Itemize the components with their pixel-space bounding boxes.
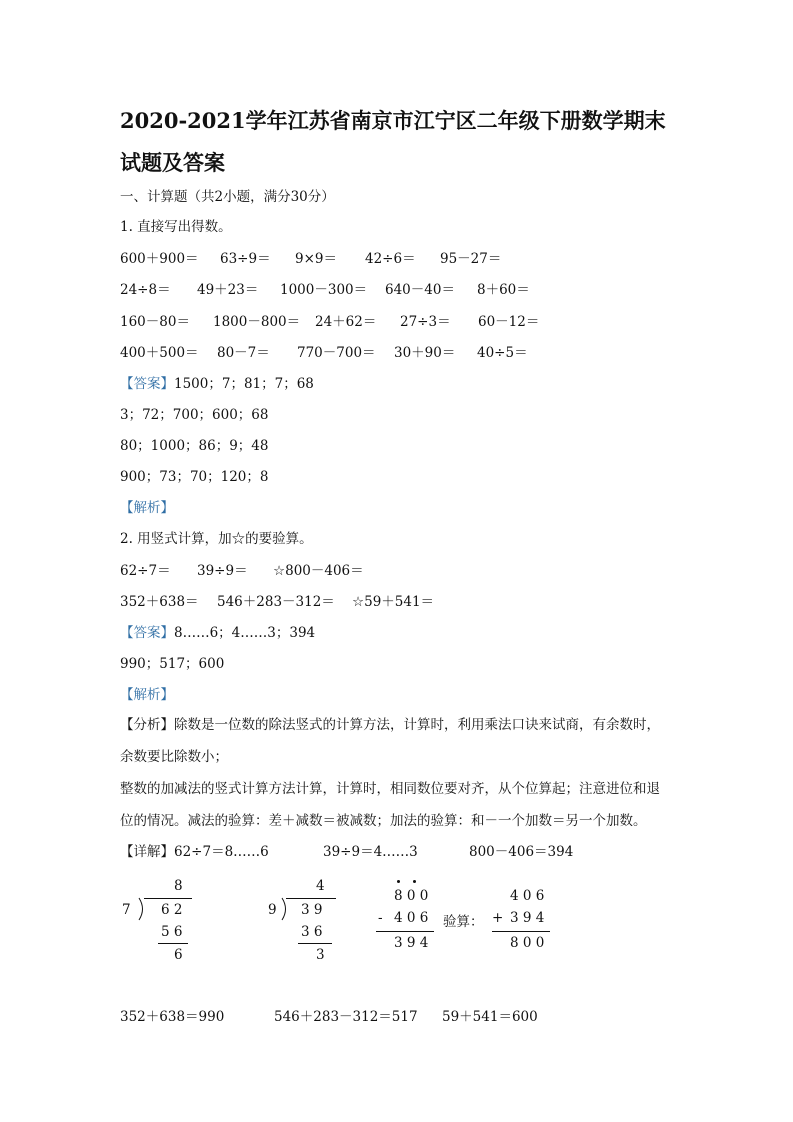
addend-1: 4 0 6 — [510, 888, 545, 904]
question-2-prompt: 2. 用竖式计算，加☆的要验算。 — [120, 531, 313, 547]
expr: 600＋900＝ — [120, 251, 199, 267]
quotient: 4 — [316, 878, 325, 894]
expr: 770－700＝ — [297, 345, 376, 361]
expr: 60－12＝ — [478, 314, 540, 330]
addend-2: 3 9 4 — [510, 910, 545, 926]
remainder: 6 — [174, 947, 183, 963]
vertical-division-39-9 — [266, 874, 346, 969]
borrow-dot — [397, 880, 400, 883]
result-expr: 59＋541＝600 — [442, 1009, 538, 1025]
expr: 8＋60＝ — [477, 282, 530, 298]
division-bracket-icon — [281, 897, 291, 921]
expr: ☆800－406＝ — [273, 563, 364, 579]
difference: 3 9 4 — [394, 935, 429, 951]
expr: 95－27＝ — [440, 251, 502, 267]
expr: 546＋283－312＝ — [217, 594, 335, 610]
expr: ☆59＋541＝ — [352, 594, 435, 610]
vertical-addition-check — [490, 878, 560, 958]
expr: 40÷5＝ — [477, 345, 528, 361]
detail-expr: 62÷7＝8……6 — [174, 844, 269, 860]
check-label: 验算： — [443, 914, 484, 930]
expr: 24÷8＝ — [120, 282, 171, 298]
minus-sign: - — [378, 910, 383, 926]
q1-answer-line-4: 900；73；70；120；8 — [120, 469, 269, 485]
expr: 640－40＝ — [385, 282, 455, 298]
expr: 30＋90＝ — [394, 345, 456, 361]
dividend: 6 2 — [161, 902, 183, 918]
answer-text: 1500；7；81；7；68 — [174, 376, 314, 392]
borrow-dot — [413, 880, 416, 883]
q2-answer-line-2: 990；517；600 — [120, 656, 225, 672]
document-title: 2020-2021学年江苏省南京市江宁区二年级下册数学期末试题及答案 — [120, 108, 666, 175]
expr: 39÷9＝ — [197, 563, 248, 579]
sum: 8 0 0 — [510, 935, 545, 951]
expr: 1000－300＝ — [280, 282, 368, 298]
answer-tag: 【答案】 — [120, 376, 174, 392]
plus-sign: + — [492, 910, 504, 926]
expr: 63÷9＝ — [220, 251, 271, 267]
expr: 62÷7＝ — [120, 563, 171, 579]
divisor: 9 — [268, 902, 277, 918]
q1-analysis-tag: 【解析】 — [120, 500, 174, 516]
q1-answer-line-2: 3；72；700；600；68 — [120, 407, 269, 423]
expr: 49＋23＝ — [197, 282, 259, 298]
question-1-prompt: 1. 直接写出得数。 — [120, 219, 232, 235]
detail-tag: 【详解】 — [120, 844, 174, 860]
expr: 9×9＝ — [295, 251, 337, 267]
result-expr: 352＋638＝990 — [120, 1009, 225, 1025]
vertical-division-62-7 — [118, 874, 198, 969]
detail-expr: 39÷9＝4……3 — [323, 844, 418, 860]
division-bracket-icon — [138, 897, 148, 921]
subtrahend: 4 0 6 — [394, 910, 429, 926]
result-expr: 546＋283－312＝517 — [274, 1009, 418, 1025]
check-label-box — [443, 910, 493, 930]
expr: 400＋500＝ — [120, 345, 199, 361]
detail-expr: 800－406＝394 — [469, 844, 574, 860]
q2-answer-line-1 — [120, 624, 315, 642]
divisor: 7 — [122, 902, 131, 918]
q1-answer-line-1 — [120, 375, 314, 393]
expr: 160－80＝ — [120, 314, 190, 330]
expr: 80－7＝ — [217, 345, 270, 361]
expr: 27÷3＝ — [400, 314, 451, 330]
dividend: 3 9 — [301, 902, 323, 918]
answer-text: 8……6；4……3；394 — [174, 625, 316, 641]
expr: 24＋62＝ — [315, 314, 377, 330]
minuend: 8 0 0 — [394, 888, 429, 904]
q1-answer-line-3: 80；1000；86；9；48 — [120, 438, 269, 454]
analysis-paragraph-2: 整数的加减法的竖式计算方法计算，计算时，相同数位要对齐，从个位算起；注意进位和退位的情况。减法的验算：差＋减数＝被减数；加法的验算：和－一个加数＝另一个加数。 — [120, 781, 660, 829]
q2-analysis-tag: 【解析】 — [120, 687, 174, 703]
product: 3 6 — [301, 924, 323, 940]
remainder: 3 — [316, 947, 325, 963]
product: 5 6 — [161, 924, 183, 940]
quotient: 8 — [174, 878, 183, 894]
analysis-paragraph-1 — [120, 709, 665, 773]
expr: 352＋638＝ — [120, 594, 199, 610]
answer-tag: 【答案】 — [120, 625, 174, 641]
expr: 42÷6＝ — [365, 251, 416, 267]
section-heading: 一、计算题（共2小题，满分30分） — [120, 189, 335, 205]
vertical-subtraction-800-406 — [374, 878, 444, 958]
fenxi-text: 除数是一位数的除法竖式的计算方法，计算时，利用乘法口诀来试商，有余数时，余数要比除数小； — [120, 717, 660, 765]
fenxi-tag: 【分析】 — [120, 717, 174, 733]
expr: 1800－800＝ — [213, 314, 301, 330]
